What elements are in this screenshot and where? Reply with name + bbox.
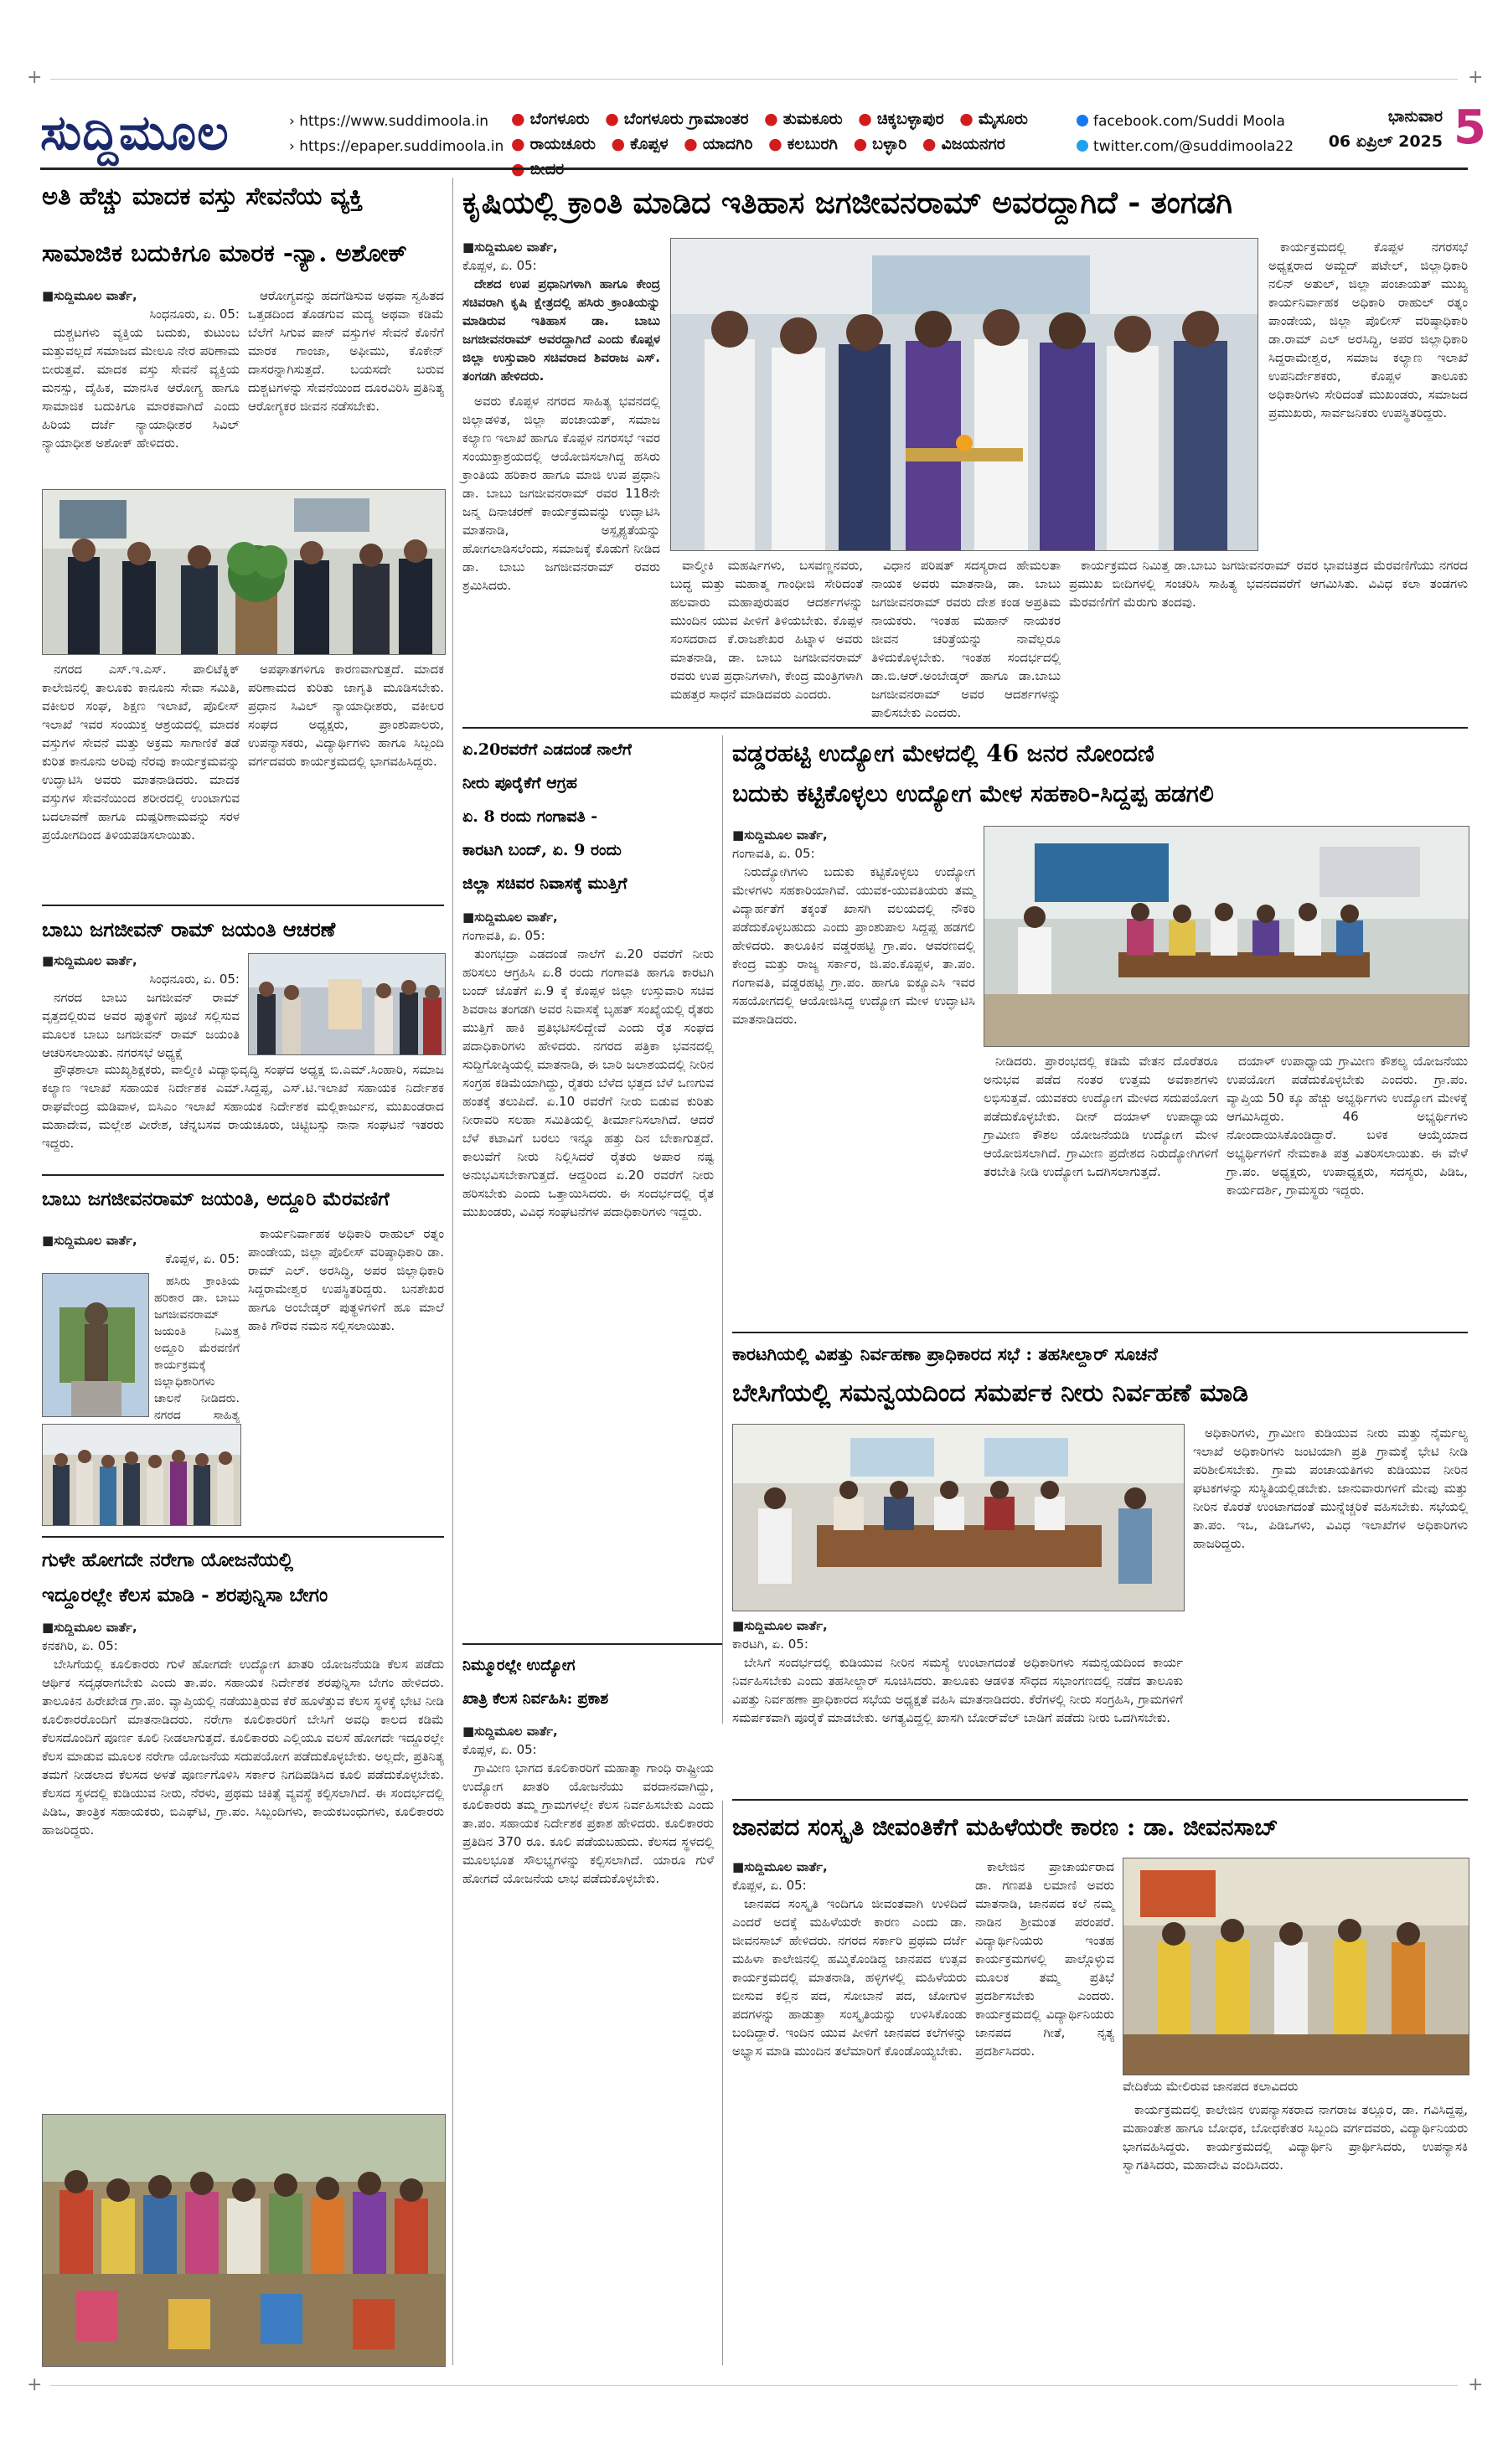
city-item: ● ರಾಯಚೂರು [511, 135, 596, 153]
crop-mark-bottom-right: + [1468, 2374, 1484, 2395]
ashok-body-col-3: ನಗರದ ಎಸ್.ಇ.ಎಸ್. ಪಾಲಿಟೆಕ್ನಿಕ್ ಕಾಲೇಜಿನಲ್ಲಿ ತಾಲೂಕು ಕಾನೂನು ಸೇವಾ ಸಮಿತಿ, ವಕೀಲರ ಸಂಘ, ಶಿಕ್ಷಣ ಇಲಾಖೆ, ಪೊಲೀಸ್ ಇಲಾಖೆ ಇವರ ಸಂಯುಕ್ತ ಆಶ್ರಯದಲ್ಲಿ ಮಾದಕ ವಸ್ತುಗಳ ಸೇವನೆ ಮತ್ತು ಅಕ್ರಮ ಸಾಗಾಣಿಕೆ ತಡೆ ಕುರಿತ ಕಾನೂನು ಅರಿವು ನೆರವು ಕಾರ್ಯಕ್ರಮವನ್ನು ಉದ್ಘಾಟಿಸಿ ಅವರು ಮಾತನಾಡಿದರು. ಮಾದಕ ವಸ್ತುಗಳ ಸೇವನೆಯಿಂದ ಶರೀರದಲ್ಲಿ ಉಂಟಾಗುವ ಬದಲಾವಣೆ ಹಾಗೂ ದುಷ್ಪರಿಣಾಮವನ್ನು ಸರಳ ಪ್ರಯೋಗದಿಂದ ತಿಳಿಯಪಡಿಸಲಾಯಿತು. [42, 662, 240, 843]
nrega-body: ■ಸುದ್ದಿಮೂಲ ವಾರ್ತೆ, ಕನಕಗಿರಿ, ಏ. 05: ಬೇಸಿಗೆಯಲ್ಲಿ ಕೂಲಿಕಾರರು ಗುಳೆ ಹೋಗದೇ ಉದ್ಯೋಗ ಖಾತರಿ ಯೋಜನೆಯಡಿ ಕೆಲಸ ಪಡೆದು ಆರ್ಥಿಕ ಸದೃಢರಾಗಬೇಕು ಎಂದು ತಾ.ಪಂ. ಸಹಾಯಕ ನಿರ್ದೇಶಕ ಶರಪುನ್ನಿಸಾ ಬೇಗಂ ಹೇಳಿದರು. ತಾಲೂಕಿನ ಹಿರೇಖೇಡ ಗ್ರಾ.ಪಂ. ವ್ಯಾಪ್ತಿಯಲ್ಲಿ ನಡೆಯುತ್ತಿರುವ ಕೆರೆ ಹೂಳೆತ್ತುವ ಕೆಲಸ ಸ್ಥಳಕ್ಕೆ ಭೇಟಿ ನೀಡಿ ಕೂಲಿಕಾರರೊಂದಿಗೆ ಮಾತನಾಡಿದರು. ನರೇಗಾ ಕೂಲಿಕಾರರಿಗೆ ಬೇಸಿಗೆ ಅವಧಿ ಕಾಲದ ಕಡಿಮೆ ಕೆಲಸದೊಂದಿಗೆ ಪೂರ್ಣ ಕೂಲಿ ನೀಡಲಾಗುತ್ತದೆ. ಕೂಲಿಕಾರರು ಎಲ್ಲಿಯೂ ವಲಸೆ ಹೋಗದೇ ಇದ್ದೂರಲ್ಲೇ ಕೆಲಸ ಮಾಡುವ ಮೂಲಕ ನರೇಗಾ ಯೋಜನೆಯ ಸದುಪಯೋಗ ಪಡೆದುಕೊಳ್ಳಬೇಕು. ಅಲ್ಲದೇ, ಪ್ರತಿನಿತ್ಯ ತಮಗೆ ನೀಡಲಾದ ಕೆಲಸದ ಅಳತೆ ಪೂರ್ಣಗೊಳಿಸಿ ಸರ್ಕಾರ ನಿಗದಿಪಡಿಸಿದ ಕೂಲಿ ಪಡೆದುಕೊಳ್ಳಬೇಕು. ಕೆಲಸದ ಸ್ಥಳದಲ್ಲಿ ಕುಡಿಯುವ ನೀರು, ನೆರಳು, ಪ್ರಥಮ ಚಿಕಿತ್ಸೆ ವ್ಯವಸ್ಥೆ ಕಲ್ಪಿಸಲಾಗಿದೆ. ಈ ಸಂದರ್ಭದಲ್ಲಿ ಪಿಡಿಒ, ತಾಂತ್ರಿಕ ಸಹಾಯಕರು, ಬಿಎಫ್‌ಟಿ, ಗ್ರಾ.ಪಂ. ಸಿಬ್ಬಂದಿಗಳು, ಕಾಯಕಬಂಧುಗಳು, ಕೂಲಿಕಾರರು ಹಾಜರಿದ್ದರು. [42, 1620, 444, 1838]
twitter-icon [1077, 140, 1088, 152]
ashok-body-col-1: ■ಸುದ್ದಿಮೂಲ ವಾರ್ತೆ, ಸಿಂಧನೂರು, ಏ. 05: ದುಶ್ಚಟಗಳು ವ್ಯಕ್ತಿಯ ಬದುಕು, ಕುಟುಂಬ ಮತ್ತುವಲ್ಲದೆ ಸಮಾಜದ ಮೇಲೂ ನೇರ ಪರಿಣಾಮ ಬೀರುತ್ತವೆ. ಮಾದಕ ವಸ್ತು ಸೇವನೆ ವ್ಯಕ್ತಿಯ ಮನಸ್ಸು, ದೈಹಿಕ, ಮಾನಸಿಕ ಆರೋಗ್ಯ ಹಾಗೂ ಸಾಮಾಜಿಕ ಬದುಕಿಗೂ ಮಾರಕವಾಗಿದೆ ಎಂದು ಹಿರಿಯ ದರ್ಜೆ ನ್ಯಾಯಾಧೀಶರ ಸಿವಿಲ್ ನ್ಯಾಯಾಧೀಶ ಅಶೋಕ್ ಹೇಳಿದರು. [42, 288, 240, 451]
dateline: ಸಿಂಧನೂರು, ಏ. 05: [149, 307, 240, 322]
city-item: ● ಬೆಂಗಳೂರು [511, 110, 590, 128]
ashok-headline-1: ಅತಿ ಹೆಚ್ಚು ಮಾದಕ ವಸ್ತು ಸೇವನೆಯ ವ್ಯಕ್ತಿ [42, 182, 364, 210]
gangavati-headline-2: ನೀರು ಪೂರೈಕೆಗೆ ಆಗ್ರಹ [462, 774, 577, 792]
janapada-photo-caption: ವೇದಿಕೆಯ ಮೇಲಿರುವ ಜಾನಪದ ಕಲಾವಿದರು [1123, 2079, 1299, 2094]
acharane-body-full: ಪ್ರೌಢಶಾಲಾ ಮುಖ್ಯಶಿಕ್ಷಕರು, ವಾಲ್ಮೀಕಿ ವಿದ್ಯಾಭಿವೃದ್ಧಿ ಸಂಘದ ಅಧ್ಯಕ್ಷ ಬಿ.ಎಮ್.ಸಿಂಹಾರಿ, ಸಮಾಜ ಕಲ್ಯಾಣ ಇಲಾಖೆ ಸಹಾಯಕ ನಿರ್ದೇಶಕ ಎಮ್.ಸಿದ್ದಪ್ಪ, ಎಸ್.ಟಿ.ಇಲಾಖೆ ಸಹಾಯಕ ನಿರ್ದೇಶಕ ರಾಘವೇಂದ್ರ ಮಡಿವಾಳ, ಬಿಸಿಎಂ ಇಲಾಖೆ ಸಹಾಯಕ ನಿರ್ದೇಶಕ ಮಲ್ಲಿಕಾರ್ಜುನ, ಮುಖಂಡರಾದ ಮಹಾದೇವ, ಮಲ್ಲೇಶ ವೀರೇಶ, ಚೆನ್ನಬಸವ ರಾಯಚೂರು, ಚಿಟ್ಟಿಬಸ್ಸು ನಾನಾ ಸಂಘಟನೆ ಇತರರು ಇದ್ದರು. [42, 1062, 444, 1151]
vaddarahatti-headline-1: ವಡ್ಡರಹಟ್ಟಿ ಉದ್ಯೋಗ ಮೇಳದಲ್ಲಿ 46 ಜನರ ನೋಂದಣಿ [732, 740, 1154, 767]
lead-body-col-5: ಕಾರ್ಯಕ್ರಮದ ನಿಮಿತ್ತ ಡಾ.ಬಾಬು ಜಗಜೀವನರಾಮ್ ರವರ ಭಾವಚಿತ್ರದ ಮೆರವಣಿಗೆಯು ನಗರದ ಪ್ರಮುಖ ಬೀದಿಗಳಲ್ಲಿ ಸಂಚರಿಸಿ ಸಾಹಿತ್ಯ ಭವನದವರೆಗೆ ಆಗಮಿಸಿತು. ವಿವಿಧ ಕಲಾ ತಂಡಗಳು ಮೆರವಣಿಗೆಗೆ ಮೆರುಗು ತಂದವು. [1069, 558, 1468, 610]
crop-mark-bottom-left: + [27, 2374, 43, 2395]
city-item: ● ಮೈಸೂರು [959, 110, 1028, 128]
byline: ■ಸುದ್ದಿಮೂಲ ವಾರ್ತೆ, [42, 288, 137, 303]
nimmuralle-body: ■ಸುದ್ದಿಮೂಲ ವಾರ್ತೆ, ಕೊಪ್ಪಳ, ಏ. 05: ಗ್ರಾಮೀಣ ಭಾಗದ ಕೂಲಿಕಾರರಿಗೆ ಮಹಾತ್ಮಾ ಗಾಂಧಿ ರಾಷ್ಟ್ರೀಯ ಉದ್ಯೋಗ ಖಾತರಿ ಯೋಜನೆಯು ವರದಾನವಾಗಿದ್ದು, ಕೂಲಿಕಾರರು ತಮ್ಮ ಗ್ರಾಮಗಳಲ್ಲೇ ಕೆಲಸ ನಿರ್ವಹಿಸಬೇಕು ಎಂದು ತಾ.ಪಂ. ಸಹಾಯಕ ನಿರ್ದೇಶಕ ಪ್ರಕಾಶ ಹೇಳಿದರು. ಕೂಲಿಕಾರರು ಪ್ರತಿದಿನ 370 ರೂ. ಕೂಲಿ ಪಡೆಯಬಹುದು. ಕೆಲಸದ ಸ್ಥಳದಲ್ಲಿ ಮೂಲಭೂತ ಸೌಲಭ್ಯಗಳನ್ನು ಕಲ್ಪಿಸಲಾಗಿದೆ. ಯಾರೂ ಗುಳೆ ಹೋಗದೆ ಯೋಜನೆಯ ಲಾಭ ಪಡೆದುಕೊಳ್ಳಬೇಕು. [462, 1724, 714, 1886]
masthead-logo: ಸುದ್ದಿಮೂಲ [40, 104, 230, 161]
masthead-rule [40, 168, 1468, 170]
gangavati-headline-5: ಜಿಲ್ಲಾ ಸಚಿವರ ನಿವಾಸಕ್ಕೆ ಮುತ್ತಿಗೆ [462, 874, 627, 893]
masthead-social [1077, 109, 1294, 159]
adduri-procession-photo [42, 1424, 241, 1526]
adduri-statue-photo [42, 1273, 149, 1417]
city-item: ● ಕೊಪ್ಪಳ [611, 135, 669, 153]
adduri-byline-block: ■ಸುದ್ದಿಮೂಲ ವಾರ್ತೆ, ಕೊಪ್ಪಳ, ಏ. 05: [42, 1233, 240, 1266]
vaddarahatti-body-col-3: ದಯಾಳ್ ಉಪಾಧ್ಯಾಯ ಗ್ರಾಮೀಣ ಕೌಶಲ್ಯ ಯೋಜನೆಯು ಉಪಯೋಗ ಪಡೆದುಕೊಳ್ಳಬೇಕು ಎಂದರು. ಗ್ರಾ.ಪಂ. ವ್ಯಾಪ್ತಿಯ 50 ಕ್ಕೂ ಹೆಚ್ಚು ಅಭ್ಯರ್ಥಿಗಳು ಉದ್ಯೋಗ ಮೇಳಕ್ಕೆ ಆಗಮಿಸಿದ್ದರು. 46 ಅಭ್ಯರ್ಥಿಗಳು ನೋಂದಾಯಿಸಿಕೊಂಡಿದ್ದಾರೆ. ಬಳಿಕ ಆಯ್ಕೆಯಾದ ಅಭ್ಯರ್ಥಿಗಳಿಗೆ ನೇಮಕಾತಿ ಪತ್ರ ವಿತರಿಸಲಾಯಿತು. ಈ ವೇಳೆ ಗ್ರಾ.ಪಂ. ಅಧ್ಯಕ್ಷರು, ಉಪಾಧ್ಯಕ್ಷರು, ಸದಸ್ಯರು, ಪಿಡಿಒ, ಕಾರ್ಯದರ್ಶಿ, ಗ್ರಾಮಸ್ಥರು ಇದ್ದರು. [1227, 1054, 1468, 1198]
city-item: ● ಯಾದಗಿರಿ [684, 135, 753, 153]
epaper-link[interactable]: › https://epaper.suddimoola.in [289, 138, 504, 155]
divider-left-1 [42, 905, 444, 906]
lead-headline: ಕೃಷಿಯಲ್ಲಿ ಕ್ರಾಂತಿ ಮಾಡಿದ ಇತಿಹಾಸ ಜಗಜೀವನರಾಮ್ ಅವರದ್ದಾಗಿದೆ - ತಂಗಡಗಿ [462, 185, 1232, 220]
karatagi-photo [732, 1424, 1185, 1611]
karatagi-headline-2: ಬೇಸಿಗೆಯಲ್ಲಿ ಸಮನ್ವಯದಿಂದ ಸಮರ್ಪಕ ನೀರು ನಿರ್ವಹಣೆ ಮಾಡಿ [732, 1379, 1249, 1408]
acharane-body-col-1: ■ಸುದ್ದಿಮೂಲ ವಾರ್ತೆ, ಸಿಂಧನೂರು, ಏ. 05: ನಗರದ ಬಾಬು ಜಗಜೀವನ್ ರಾಮ್ ವೃತ್ತದಲ್ಲಿರುವ ಅವರ ಪುತ್ಥಳಿಗೆ ಪೂಜೆ ಸಲ್ಲಿಸುವ ಮೂಲಕ ಬಾಬು ಜಗಜೀವನ್ ರಾಮ್ ಜಯಂತಿ ಆಚರಿಸಲಾಯಿತು. ನಗರಸಭೆ ಅಧ್ಯಕ್ಷೆ [42, 953, 240, 1060]
facebook-icon [1077, 115, 1088, 126]
nrega-photo [42, 2114, 446, 2367]
crop-line-top [50, 79, 1458, 80]
city-item: ● ಕಲಬುರಗಿ [768, 135, 838, 153]
karatagi-body-col-2: ಅಧಿಕಾರಿಗಳು, ಗ್ರಾಮೀಣ ಕುಡಿಯುವ ನೀರು ಮತ್ತು ನೈರ್ಮಲ್ಯ ಇಲಾಖೆ ಅಧಿಕಾರಿಗಳು ಜಂಟಿಯಾಗಿ ಪ್ರತಿ ಗ್ರಾಮಕ್ಕೆ ಭೇಟಿ ನೀಡಿ ಪರಿಶೀಲಿಸಬೇಕು. ಗ್ರಾಮ ಪಂಚಾಯತಿಗಳು ಕುಡಿಯುವ ನೀರಿನ ಘಟಕಗಳನ್ನು ಸುಸ್ಥಿತಿಯಲ್ಲಿಡಬೇಕು. ಜಾನುವಾರುಗಳಿಗೆ ಮೇವು ಮತ್ತು ನೀರಿನ ಕೊರತೆ ಉಂಟಾಗದಂತೆ ಮುನ್ನೆಚ್ಚರಿಕೆ ವಹಿಸಬೇಕು. ಸಭೆಯಲ್ಲಿ ತಾ.ಪಂ. ಇಒ, ಪಿಡಿಒಗಳು, ವಿವಿಧ ಇಲಾಖೆಗಳ ಅಧಿಕಾರಿಗಳು ಹಾಜರಿದ್ದರು. [1193, 1425, 1468, 1551]
gangavati-headline-3: ಏ. 8 ರಂದು ಗಂಗಾವತಿ - [462, 807, 598, 826]
vaddarahatti-body-col-2: ನೀಡಿದರು. ಪ್ರಾರಂಭದಲ್ಲಿ ಕಡಿಮೆ ವೇತನ ದೊರೆತರೂ ಅನುಭವ ಪಡೆದ ನಂತರ ಉತ್ತಮ ಅವಕಾಶಗಳು ಲಭಿಸುತ್ತವೆ. ಯುವಕರು ಉದ್ಯೋಗ ಮೇಳದ ಸದುಪಯೋಗ ಪಡೆದುಕೊಳ್ಳಬೇಕು. ದೀನ್ ದಯಾಳ್ ಉಪಾಧ್ಯಾಯ ಗ್ರಾಮೀಣ ಕೌಶಲ ಯೋಜನೆಯಡಿ ಉದ್ಯೋಗ ಮೇಳ ಆಯೋಜಿಸಲಾಗಿದೆ. ಗ್ರಾಮೀಣ ಪ್ರದೇಶದ ನಿರುದ್ಯೋಗಿಗಳಿಗೆ ತರಬೇತಿ ನೀಡಿ ಉದ್ಯೋಗ ಒದಗಿಸಲಾಗುತ್ತದೆ. [984, 1054, 1218, 1179]
gangavati-body: ■ಸುದ್ದಿಮೂಲ ವಾರ್ತೆ, ಗಂಗಾವತಿ, ಏ. 05: ತುಂಗಭದ್ರಾ ಎಡದಂಡೆ ನಾಲೆಗೆ ಏ.20 ರವರೆಗೆ ನೀರು ಹರಿಸಲು ಆಗ್ರಹಿಸಿ ಏ.8 ರಂದು ಗಂಗಾವತಿ ಹಾಗೂ ಕಾರಟಗಿ ಬಂದ್ ಜೊತೆಗೆ ಏ.9 ಕ್ಕೆ ಕೊಪ್ಪಳ ಜಿಲ್ಲಾ ಉಸ್ತುವಾರಿ ಸಚಿವ ಶಿವರಾಜ ತಂಗಡಗಿ ಅವರ ನಿವಾಸಕ್ಕೆ ಬೃಹತ್ ಸಂಖ್ಯೆಯಲ್ಲಿ ರೈತರು ಮುತ್ತಿಗೆ ಹಾಕಿ ಪ್ರತಿಭಟಿಸಲಿದ್ದೇವೆ ಎಂದು ರೈತ ಸಂಘದ ಪದಾಧಿಕಾರಿಗಳು ಹೇಳಿದರು. ನಗರದ ಪತ್ರಿಕಾ ಭವನದಲ್ಲಿ ಸುದ್ದಿಗೋಷ್ಠಿಯಲ್ಲಿ ಮಾತನಾಡಿ, ಈ ಬಾರಿ ಜಲಾಶಯದಲ್ಲಿ ನೀರಿನ ಸಂಗ್ರಹ ಕಡಿಮೆಯಾಗಿದ್ದು, ರೈತರು ಬೆಳೆದ ಭತ್ತದ ಬೆಳೆ ಒಣಗುವ ಹಂತಕ್ಕೆ ತಲುಪಿದೆ. ಏ.10 ರವರೆಗೆ ನೀರು ಬಿಡುವ ಕುರಿತು ನೀರಾವರಿ ಸಲಹಾ ಸಮಿತಿಯಲ್ಲಿ ತೀರ್ಮಾನಿಸಲಾಗಿದೆ. ಆದರೆ ಬೆಳೆ ಕಟಾವಿಗೆ ಬರಲು ಇನ್ನೂ ಹತ್ತು ದಿನ ಬೇಕಾಗುತ್ತದೆ. ಕಾಲುವೆಗೆ ನೀರು ನಿಲ್ಲಿಸಿದರೆ ರೈತರು ಅಪಾರ ನಷ್ಟ ಅನುಭವಿಸಬೇಕಾಗುತ್ತದೆ. ಆದ್ದರಿಂದ ಏ.20 ರವರೆಗೆ ನೀರು ಹರಿಸಬೇಕು ಎಂದು ಒತ್ತಾಯಿಸಿದರು. ಈ ಸಂದರ್ಭದಲ್ಲಿ ರೈತ ಮುಖಂಡರು, ವಿವಿಧ ಸಂಘಟನೆಗಳ ಪದಾಧಿಕಾರಿಗಳು ಇದ್ದರು. [462, 910, 714, 1219]
column-rule-left [452, 178, 453, 2365]
janapada-body-col-3: ಕಾರ್ಯಕ್ರಮದಲ್ಲಿ ಕಾಲೇಜಿನ ಉಪನ್ಯಾಸಕರಾದ ನಾಗರಾಜ ತಲ್ಲೂರ, ಡಾ. ಗವಿಸಿದ್ದಪ್ಪ, ಮಹಾಂತೇಶ ಹಾಗೂ ಬೋಧಕ, ಬೋಧಕೇತರ ಸಿಬ್ಬಂದಿ ವರ್ಗದವರು, ವಿದ್ಯಾರ್ಥಿನಿಯರು ಭಾಗವಹಿಸಿದ್ದರು. ಕಾರ್ಯಕ್ರಮದಲ್ಲಿ ವಿದ್ಯಾರ್ಥಿನಿ ಪ್ರಾರ್ಥಿಸಿದರು, ಉಪನ್ಯಾಸಕಿ ಸ್ವಾಗತಿಸಿದರು, ಮಹಾದೇವಿ ವಂದಿಸಿದರು. [1123, 2102, 1468, 2173]
divider-vaddarahatti [732, 1332, 1468, 1333]
column-rule-mid-2 [722, 1801, 723, 2365]
ashok-body-col-2: ಆರೋಗ್ಯವನ್ನು ಹದಗೆಡಿಸುವ ಅಥವಾ ಸ್ವಹಿತದ ಒತ್ತಡದಿಂದ ತೊಡಗುವ ಮದ್ಯ ಅಥವಾ ಕಡಿಮೆ ಬೆಲೆಗೆ ಸಿಗುವ ಪಾನ್ ವಸ್ತುಗಳ ಸೇವನೆ ಕೊನೆಗೆ ಮಾರಕ ಗಾಂಜಾ, ಅಫೀಮು, ಕೊಕೇನ್ ದಾಸರನ್ನಾಗಿಸುತ್ತದೆ. ಬಯಸದೇ ಬರುವ ದುಶ್ಚಟಗಳನ್ನು ಸೇವನೆಯಿಂದ ದೂರವಿರಿಸಿ ಪ್ರತಿನಿತ್ಯ ಆರೋಗ್ಯಕರ ಜೀವನ ನಡೆಸಬೇಕು. [248, 288, 444, 414]
divider-left-2 [42, 1174, 444, 1176]
ashok-body-col-4: ಅಪಘಾತಗಳಿಗೂ ಕಾರಣವಾಗುತ್ತದೆ. ಮಾದಕ ಪರಿಣಾಮದ ಕುರಿತು ಜಾಗೃತಿ ಮೂಡಿಸಬೇಕು. ಪ್ರಧಾನ ಸಿವಿಲ್ ನ್ಯಾಯಾಧೀಶರು, ವಕೀಲರ ಸಂಘದ ಅಧ್ಯಕ್ಷರು, ಪ್ರಾಂಶುಪಾಲರು, ಉಪನ್ಯಾಸಕರು, ವಿದ್ಯಾರ್ಥಿಗಳು ಹಾಗೂ ಸಿಬ್ಬಂದಿ ವರ್ಗದವರು ಕಾರ್ಯಕ್ರಮದಲ್ಲಿ ಭಾಗವಹಿಸಿದ್ದರು. [248, 662, 444, 769]
gangavati-headline-1: ಏ.20ರವರೆಗೆ ಎಡದಂಡೆ ನಾಲೆಗೆ [462, 740, 632, 759]
lead-body-col-4: ಕಾರ್ಯಕ್ರಮದಲ್ಲಿ ಕೊಪ್ಪಳ ನಗರಸಭೆ ಅಧ್ಯಕ್ಷರಾದ ಅಮ್ಜದ್ ಪಟೇಲ್, ಜಿಲ್ಲಾಧಿಕಾರಿ ನಲಿನ್ ಅತುಲ್, ಜಿಲ್ಲಾ ಪಂಚಾಯತ್ ಮುಖ್ಯ ಕಾರ್ಯನಿರ್ವಾಹಕ ಅಧಿಕಾರಿ ರಾಹುಲ್ ರತ್ನಂ ಪಾಂಡೇಯ, ಜಿಲ್ಲಾ ಪೊಲೀಸ್ ವರಿಷ್ಠಾಧಿಕಾರಿ ಡಾ.ರಾಮ್ ಎಲ್ ಅರಸಿದ್ಧಿ, ಅಪರ ಜಿಲ್ಲಾಧಿಕಾರಿ ಸಿದ್ದರಾಮೇಶ್ವರ, ಸಮಾಜ ಕಲ್ಯಾಣ ಇಲಾಖೆ ಉಪನಿರ್ದೇಶಕರು, ಕೊಪ್ಪಳ ತಾಲೂಕು ಅಧಿಕಾರಿಗಳು ಸೇರಿದಂತೆ ಮುಖಂಡರು, ಸಮಾಜದ ಪ್ರಮುಖರು, ಸಾರ್ವಜನಿಕರು ಉಪಸ್ಥಿತರಿದ್ದರು. [1268, 240, 1468, 420]
website-link[interactable]: › https://www.suddimoola.in [289, 113, 489, 130]
masthead-date [1317, 104, 1443, 154]
crop-mark-top-right: + [1468, 67, 1484, 88]
cities-line-1 [511, 106, 1047, 131]
page-number: 5 [1454, 101, 1486, 155]
nrega-headline-2: ಇದ್ದೂರಲ್ಲೇ ಕೆಲಸ ಮಾಡಿ - ಶರಪುನ್ನಿಸಾ ಬೇಗಂ [42, 1584, 328, 1606]
lead-body-col-2: ವಾಲ್ಮೀಕಿ ಮಹರ್ಷಿಗಳು, ಬಸವಣ್ಣನವರು, ಬುದ್ಧ ಮತ್ತು ಮಹಾತ್ಮ ಗಾಂಧೀಜಿ ಸೇರಿದಂತೆ ಹಲವಾರು ಮಹಾಪುರುಷರ ಆದರ್ಶಗಳನ್ನು ಮುಂದಿನ ಯುವ ಪೀಳಿಗೆ ತಿಳಿಯಬೇಕು. ಕೊಪ್ಪಳ ಸಂಸದರಾದ ಕೆ.ರಾಜಶೇಖರ ಹಿಟ್ನಾಳ ಅವರು ಮಾತನಾಡಿ, ಡಾ. ಬಾಬು ಜಗಜೀವನರಾಮ್ ರವರು ಉಪ ಪ್ರಧಾನಿಗಳಾಗಿ, ಕೇಂದ್ರ ಮಂತ್ರಿಗಳಾಗಿ ಮಹತ್ತರ ಸಾಧನೆ ಮಾಡಿದವರು ಎಂದರು. [670, 558, 863, 702]
divider-lead [462, 727, 1468, 729]
vaddarahatti-body-col-1: ■ಸುದ್ದಿಮೂಲ ವಾರ್ತೆ, ಗಂಗಾವತಿ, ಏ. 05: ನಿರುದ್ಯೋಗಿಗಳು ಬದುಕು ಕಟ್ಟಿಕೊಳ್ಳಲು ಉದ್ಯೋಗ ಮೇಳಗಳು ಸಹಕಾರಿಯಾಗಿವೆ. ಯುವಕ-ಯುವತಿಯರು ತಮ್ಮ ವಿದ್ಯಾರ್ಹತೆಗೆ ತಕ್ಕಂತೆ ಖಾಸಗಿ ವಲಯದಲ್ಲಿ ನೌಕರಿ ಪಡೆದುಕೊಳ್ಳಬಹುದು ಎಂದು ಪ್ರಾಂಶುಪಾಲ ಸಿದ್ದಪ್ಪ ಹಡಗಲಿ ಹೇಳಿದರು. ತಾಲೂಕಿನ ವಡ್ಡರಹಟ್ಟಿ ಗ್ರಾ.ಪಂ. ಆವರಣದಲ್ಲಿ ಕೇಂದ್ರ ಮತ್ತು ರಾಜ್ಯ ಸರ್ಕಾರ, ಜಿ.ಪಂ.ಕೊಪ್ಪಳ, ತಾ.ಪಂ. ಗಂಗಾವತಿ, ವಡ್ಡರಹಟ್ಟಿ ಗ್ರಾ.ಪಂ. ಹಾಗೂ ಐಕ್ಯೂಎಸಿ ಇವರ ಸಹಯೋಗದಲ್ಲಿ ಆಯೋಜಿಸಿದ್ದ ಉದ್ಯೋಗ ಮೇಳ ಉದ್ಘಾಟಿಸಿ ಮಾತನಾಡಿದರು. [732, 827, 975, 1027]
divider-left-mid [462, 1643, 722, 1645]
nimmuralle-headline-2: ಖಾತ್ರಿ ಕೆಲಸ ನಿರ್ವಹಿಸಿ: ಪ್ರಕಾಶ [462, 1690, 609, 1708]
adduri-headline: ಬಾಬು ಜಗಜೀವನರಾಮ್ ಜಯಂತಿ, ಅದ್ದೂರಿ ಮೆರವಣಿಗೆ [42, 1188, 390, 1210]
lead-body-col-3: ವಿಧಾನ ಪರಿಷತ್ ಸದಸ್ಯರಾದ ಹೇಮಲತಾ ನಾಯಕ ಅವರು ಮಾತನಾಡಿ, ಡಾ. ಬಾಬು ಜಗಜೀವನರಾಮ್ ರವರು ದೇಶ ಕಂಡ ಅಪ್ರತಿಮ ನಾಯಕರು. ಇಂತಹ ಮಹಾನ್ ನಾಯಕರ ಜೀವನ ಚರಿತ್ರೆಯನ್ನು ನಾವೆಲ್ಲರೂ ತಿಳಿದುಕೊಳ್ಳಬೇಕು. ಇಂತಹ ಸಂದರ್ಭದಲ್ಲಿ ಡಾ.ಬಿ.ಆರ್.ಅಂಬೇಡ್ಕರ್ ಹಾಗೂ ಡಾ.ಬಾಬು ಜಗಜೀವನರಾಮ್ ಅವರ ಆದರ್ಶಗಳನ್ನು ಪಾಲಿಸಬೇಕು ಎಂದರು. [871, 558, 1061, 720]
janapada-headline: ಜಾನಪದ ಸಂಸ್ಕೃತಿ ಜೀವಂತಿಕೆಗೆ ಮಹಿಳೆಯರೇ ಕಾರಣ : ಡಾ. ಜೀವನಸಾಬ್ [732, 1813, 1278, 1841]
janapada-body-col-1: ■ಸುದ್ದಿಮೂಲ ವಾರ್ತೆ, ಕೊಪ್ಪಳ, ಏ. 05: ಜಾನಪದ ಸಂಸ್ಕೃತಿ ಇಂದಿಗೂ ಜೀವಂತವಾಗಿ ಉಳಿದಿದೆ ಎಂದರೆ ಅದಕ್ಕೆ ಮಹಿಳೆಯರೇ ಕಾರಣ ಎಂದು ಡಾ. ಜೀವನಸಾಬ್ ಹೇಳಿದರು. ನಗರದ ಸರ್ಕಾರಿ ಪ್ರಥಮ ದರ್ಜೆ ಮಹಿಳಾ ಕಾಲೇಜಿನಲ್ಲಿ ಹಮ್ಮಿಕೊಂಡಿದ್ದ ಜಾನಪದ ಉತ್ಸವ ಕಾರ್ಯಕ್ರಮದಲ್ಲಿ ಮಾತನಾಡಿ, ಹಳ್ಳಿಗಳಲ್ಲಿ ಮಹಿಳೆಯರು ಬೀಸುವ ಕಲ್ಲಿನ ಪದ, ಸೋಬಾನೆ ಪದ, ಜೋಗುಳ ಪದಗಳನ್ನು ಹಾಡುತ್ತಾ ಸಂಸ್ಕೃತಿಯನ್ನು ಉಳಿಸಿಕೊಂಡು ಬಂದಿದ್ದಾರೆ. ಇಂದಿನ ಯುವ ಪೀಳಿಗೆ ಜಾನಪದ ಕಲೆಗಳನ್ನು ಅಭ್ಯಾಸ ಮಾಡಿ ಮುಂದಿನ ತಲೆಮಾರಿಗೆ ಕೊಂಡೊಯ್ಯಬೇಕು. [732, 1859, 967, 2059]
acharane-photo [248, 953, 446, 1055]
column-rule-mid [722, 735, 723, 1724]
karatagi-body-col-1: ■ಸುದ್ದಿಮೂಲ ವಾರ್ತೆ, ಕಾರಟಗಿ, ಏ. 05: ಬೇಸಿಗೆ ಸಂದರ್ಭದಲ್ಲಿ ಕುಡಿಯುವ ನೀರಿನ ಸಮಸ್ಯೆ ಉಂಟಾಗದಂತೆ ಅಧಿಕಾರಿಗಳು ಸಮನ್ವಯದಿಂದ ಕಾರ್ಯ ನಿರ್ವಹಿಸಬೇಕು ಎಂದು ತಹಸೀಲ್ದಾರ್ ಸೂಚಿಸಿದರು. ತಾಲೂಕು ಆಡಳಿತ ಸೌಧದ ಸಭಾಂಗಣದಲ್ಲಿ ನಡೆದ ತಾಲೂಕು ವಿಪತ್ತು ನಿರ್ವಹಣಾ ಪ್ರಾಧಿಕಾರದ ಸಭೆಯ ಅಧ್ಯಕ್ಷತೆ ವಹಿಸಿ ಮಾತನಾಡಿದರು. ಕೆರೆಗಳಲ್ಲಿ ನೀರು ಸಂಗ್ರಹಿಸಿ, ಗ್ರಾಮಗಳಿಗೆ ಸಮರ್ಪಕವಾಗಿ ಪೂರೈಕೆ ಮಾಡಬೇಕು. ಅಗತ್ಯವಿದ್ದಲ್ಲಿ ಖಾಸಗಿ ಬೋರ್‌ವೆಲ್ ಬಾಡಿಗೆ ಪಡೆದು ನೀರು ಒದಗಿಸಬೇಕು. [732, 1618, 1183, 1725]
city-item: ● ವಿಜಯನಗರ [922, 135, 1005, 153]
divider-left-3 [42, 1536, 444, 1538]
masthead-cities [511, 106, 1047, 182]
nrega-headline-1: ಗುಳೇ ಹೋಗದೇ ನರೇಗಾ ಯೋಜನೆಯಲ್ಲಿ [42, 1549, 294, 1571]
ashok-photo [42, 489, 446, 655]
lead-photo [670, 238, 1258, 551]
city-item: ● ಬೆಂಗಳೂರು ಗ್ರಾಮಾಂತರ [605, 110, 749, 128]
vaddarahatti-headline-2: ಬದುಕು ಕಟ್ಟಿಕೊಳ್ಳಲು ಉದ್ಯೋಗ ಮೇಳ ಸಹಕಾರಿ-ಸಿದ್ದಪ್ಪ ಹಡಗಲಿ [732, 780, 1214, 807]
city-item: ● ಬಳ್ಳಾರಿ [853, 135, 907, 153]
date-label: 06 ಏಪ್ರಿಲ್ 2025 [1328, 132, 1443, 151]
ashok-headline-2: ಸಾಮಾಜಿಕ ಬದುಕಿಗೂ ಮಾರಕ -ನ್ಯಾ. ಅಶೋಕ್ [42, 239, 407, 267]
city-item: ● ಚಿಕ್ಕಬಳ್ಳಾಪುರ [858, 110, 944, 128]
janapada-body-col-2: ಕಾಲೇಜಿನ ಪ್ರಾಚಾರ್ಯರಾದ ಡಾ. ಗಣಪತಿ ಲಮಾಣಿ ಅವರು ಮಾತನಾಡಿ, ಜಾನಪದ ಕಲೆ ನಮ್ಮ ನಾಡಿನ ಶ್ರೀಮಂತ ಪರಂಪರೆ. ವಿದ್ಯಾರ್ಥಿನಿಯರು ಇಂತಹ ಕಾರ್ಯಕ್ರಮಗಳಲ್ಲಿ ಪಾಲ್ಗೊಳ್ಳುವ ಮೂಲಕ ತಮ್ಮ ಪ್ರತಿಭೆ ಪ್ರದರ್ಶಿಸಬೇಕು ಎಂದರು. ಕಾರ್ಯಕ್ರಮದಲ್ಲಿ ವಿದ್ಯಾರ್ಥಿನಿಯರು ಜಾನಪದ ಗೀತೆ, ನೃತ್ಯ ಪ್ರದರ್ಶಿಸಿದರು. [975, 1859, 1114, 2059]
day-label: ಭಾನುವಾರ [1387, 107, 1443, 126]
cities-line-2 [511, 131, 1047, 182]
adduri-body-col-1: ಹಸಿರು ಕ್ರಾಂತಿಯ ಹರಿಕಾರ ಡಾ. ಬಾಬು ಜಗಜೀವನರಾಮ್ ಜಯಂತಿ ನಿಮಿತ್ತ ಅದ್ದೂರಿ ಮೆರವಣಿಗೆ ಕಾರ್ಯಕ್ರಮಕ್ಕೆ ಜಿಲ್ಲಾಧಿಕಾರಿಗಳು ಚಾಲನೆ ನೀಡಿದರು. ನಗರದ ಸಾಹಿತ್ಯ [154, 1275, 240, 1422]
nimmuralle-headline-1: ನಿಮ್ಮೂರಲ್ಲೇ ಉದ್ಯೋಗ [462, 1657, 576, 1674]
janapada-photo [1123, 1858, 1469, 2075]
facebook-link[interactable]: facebook.com/Suddi Moola [1077, 109, 1294, 134]
acharane-headline: ಬಾಬು ಜಗಜೀವನ್ ರಾಮ್ ಜಯಂತಿ ಆಚರಣೆ [42, 917, 336, 941]
crop-mark-top-left: + [27, 67, 43, 88]
masthead-urls [289, 109, 504, 159]
city-item: ● ತುಮಕೂರು [764, 110, 843, 128]
crop-line-bottom [50, 2385, 1458, 2386]
twitter-link[interactable]: twitter.com/@suddimoola22 [1077, 134, 1294, 159]
adduri-body-col-2: ಕಾರ್ಯನಿರ್ವಾಹಕ ಅಧಿಕಾರಿ ರಾಹುಲ್ ರತ್ನಂ ಪಾಂಡೇಯ, ಜಿಲ್ಲಾ ಪೊಲೀಸ್ ವರಿಷ್ಠಾಧಿಕಾರಿ ಡಾ. ರಾಮ್ ಎಲ್. ಅರಸಿದ್ಧಿ, ಅಪರ ಜಿಲ್ಲಾಧಿಕಾರಿ ಸಿದ್ದರಾಮೇಶ್ವರ ಉಪಸ್ಥಿತರಿದ್ದರು. ಬನಶೇಖರ ಹಾಗೂ ಅಂಬೇಡ್ಕರ್ ಪುತ್ಥಳಿಗಳಿಗೆ ಹೂ ಮಾಲೆ ಹಾಕಿ ಗೌರವ ನಮನ ಸಲ್ಲಿಸಲಾಯಿತು. [248, 1226, 444, 1333]
lead-intro-col: ■ಸುದ್ದಿಮೂಲ ವಾರ್ತೆ, ಕೊಪ್ಪಳ, ಏ. 05: ದೇಶದ ಉಪ ಪ್ರಧಾನಿಗಳಾಗಿ ಹಾಗೂ ಕೇಂದ್ರ ಸಚಿವರಾಗಿ ಕೃಷಿ ಕ್ಷೇತ್ರದಲ್ಲಿ ಹಸಿರು ಕ್ರಾಂತಿಯನ್ನು ಮಾಡಿರುವ ಇತಿಹಾಸ ಡಾ. ಬಾಬು ಜಗಜೀವನರಾಮ್ ಅವರದ್ದಾಗಿದೆ ಎಂದು ಕೊಪ್ಪಳ ಜಿಲ್ಲಾ ಉಸ್ತುವಾರಿ ಸಚಿವರಾದ ಶಿವರಾಜ ಎಸ್. ತಂಗಡಗಿ ಹೇಳಿದರು. ಅವರು ಕೊಪ್ಪಳ ನಗರದ ಸಾಹಿತ್ಯ ಭವನದಲ್ಲಿ ಜಿಲ್ಲಾಡಳಿತ, ಜಿಲ್ಲಾ ಪಂಚಾಯತ್, ಸಮಾಜ ಕಲ್ಯಾಣ ಇಲಾಖೆ ಹಾಗೂ ಕೊಪ್ಪಳ ನಗರಸಭೆ ಇವರ ಸಂಯುಕ್ತಾಶ್ರಯದಲ್ಲಿ ಆಯೋಜಿಸಲಾಗಿದ್ದ ಹಸಿರು ಕ್ರಾಂತಿಯ ಹರಿಕಾರ ಹಾಗೂ ಮಾಜಿ ಉಪ ಪ್ರಧಾನಿ ಡಾ. ಬಾಬು ಜಗಜೀವನರಾಮ್ ರವರ 118ನೇ ಜನ್ಮ ದಿನಾಚರಣೆ ಕಾರ್ಯಕ್ರಮವನ್ನು ಉದ್ಘಾಟಿಸಿ ಮಾತನಾಡಿ, ಅಸ್ಪೃಶ್ಯತೆಯನ್ನು ಹೋಗಲಾಡಿಸಲೆಂದು, ಸಮಾಜಕ್ಕೆ ಕೊಡುಗೆ ನೀಡಿದ ಡಾ. ಬಾಬು ಜಗಜೀವನರಾಮ್ ರವರು ಶ್ರಮಿಸಿದರು. [462, 240, 660, 593]
vaddarahatti-photo [984, 826, 1469, 1047]
divider-karatagi [732, 1799, 1468, 1801]
karatagi-headline-1: ಕಾರಟಗಿಯಲ್ಲಿ ವಿಪತ್ತು ನಿರ್ವಹಣಾ ಪ್ರಾಧಿಕಾರದ ಸಭೆ : ತಹಸೀಲ್ದಾರ್ ಸೂಚನೆ [732, 1343, 1158, 1364]
gangavati-headline-4: ಕಾರಟಗಿ ಬಂದ್, ಏ. 9 ರಂದು [462, 841, 622, 859]
